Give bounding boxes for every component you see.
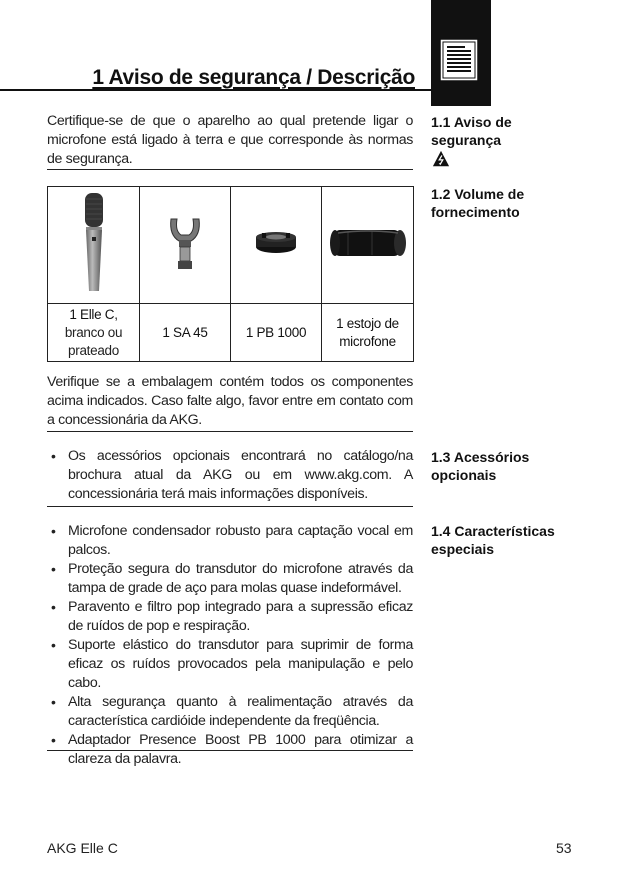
delivery-note: Verifique se a embalagem contém todos os componentes acima indicados. Caso falte algo, favor entre em contato com a concessionária da AKG.	[47, 374, 413, 428]
stand-adapter-image-cell	[140, 187, 231, 304]
item-caption-pb1000: 1 PB 1000	[231, 304, 322, 362]
section-heading-features: 1.4 Características especiais	[431, 523, 555, 557]
section-heading-safety: 1.1 Aviso de segurança	[431, 114, 512, 148]
list-item: • Adaptador Presence Boost PB 1000 para otimizar a clareza da palavra.	[47, 731, 413, 769]
section-heading-accessories: 1.3 Acessórios opcionais	[431, 449, 530, 483]
page-title: 1 Aviso de segurança / Descrição	[92, 66, 415, 89]
list-item: • Os acessórios opcionais encontrará no catálogo/na brochura atual da AKG ou em www.akg.com. A concessionária terá mais informações disponíveis.	[47, 447, 413, 504]
divider	[47, 431, 413, 432]
document-icon	[435, 36, 483, 84]
list-item: • Alta segurança quanto à realimentação através da característica cardióide independente da freqüência.	[47, 693, 413, 731]
microphone-case-image	[328, 225, 408, 261]
microphone-image	[79, 191, 109, 295]
chapter-tab	[431, 0, 491, 106]
presence-boost-adapter-image-cell	[231, 187, 322, 304]
item-caption-mic: 1 Elle C, branco ou prateado	[48, 304, 140, 362]
footer-product-name: AKG Elle C	[47, 840, 118, 856]
microphone-case-image-cell	[322, 187, 414, 304]
list-item: • Suporte elástico do transdutor para suprimir de forma eficaz os ruídos provocados pela manipulação e pelo cabo.	[47, 636, 413, 693]
list-item: • Proteção segura do transdutor do microfone através da tampa de grade de aço para molas quase indeformável.	[47, 560, 413, 598]
safety-text: Certifique-se de que o aparelho ao qual pretende ligar o microfone está ligado à terra e que corresponde às normas de segurança.	[47, 113, 413, 167]
presence-boost-adapter-image	[253, 231, 299, 255]
divider	[47, 750, 413, 751]
accessories-list	[47, 447, 413, 504]
electric-hazard-icon	[432, 150, 450, 168]
item-caption-case: 1 estojo de microfone	[322, 304, 414, 362]
list-item: • Paravento e filtro pop integrado para a supressão eficaz de ruídos de pop e respiração.	[47, 598, 413, 636]
features-list	[47, 522, 413, 769]
page-number: 53	[556, 840, 572, 856]
delivery-table	[47, 186, 414, 362]
divider	[47, 506, 413, 507]
list-item: • Microfone condensador robusto para captação vocal em palcos.	[47, 522, 413, 560]
microphone-image-cell	[48, 187, 140, 304]
item-caption-sa45: 1 SA 45	[140, 304, 231, 362]
header-divider	[0, 89, 431, 91]
stand-adapter-image	[165, 213, 205, 273]
divider	[47, 169, 413, 170]
section-heading-delivery: 1.2 Volume de fornecimento	[431, 186, 525, 220]
